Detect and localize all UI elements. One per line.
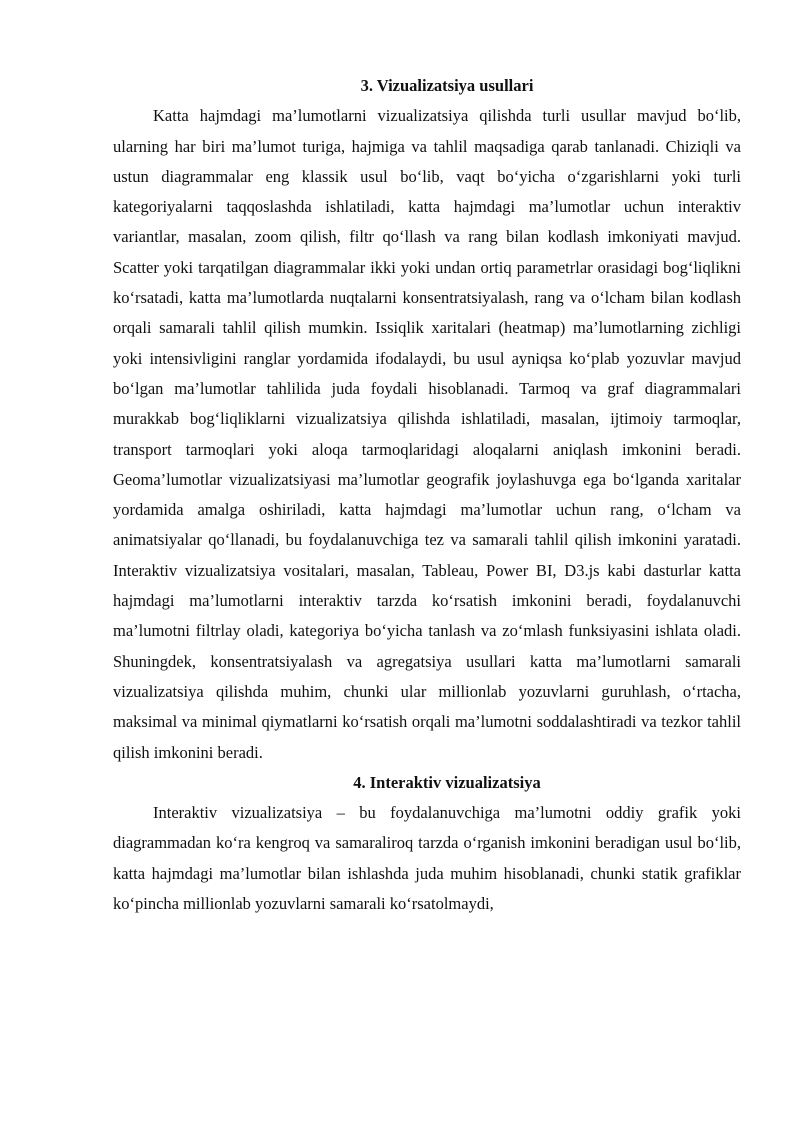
section-paragraph-interactive-visualization: Interaktiv vizualizatsiya – bu foydalanuvchiga ma’lumotni oddiy grafik yoki diagrammadan ko‘ra kengroq va samaraliroq tarzda o‘rganish imkonini beradigan usul bo‘lib, katta hajmdagi ma’lumotlar bilan ishlashda juda muhim hisoblanadi, chunki statik grafiklar ko‘pincha millionlab yozuvlarni samarali ko‘rsatolmaydi, bbox=[113, 803, 741, 914]
section-heading-interactive-visualization: 4. Interaktiv vizualizatsiya bbox=[353, 772, 541, 792]
page-content bbox=[113, 71, 741, 919]
section-paragraph-visualization-methods: Katta hajmdagi ma’lumotlarni vizualizatsiya qilishda turli usullar mavjud bo‘lib, ularning har biri ma’lumot turiga, hajmiga va tahlil maqsadiga qarab tanlanadi. Chiziqli va ustun diagrammalar eng klassik usul bo‘lib, vaqt bo‘yicha o‘zgarishlarni yoki turli kategoriyalarni taqqoslashda ishlatiladi, katta hajmdagi ma’lumotlar uchun interaktiv variantlar, masalan, zoom qilish, filtr qo‘llash va rang bilan kodlash imkoniyati mavjud. Scatter yoki tarqatilgan diagrammalar ikki yoki undan ortiq parametrlar orasidagi bog‘liqlikni ko‘rsatadi, katta ma’lumotlarda nuqtalarni konsentratsiyalash, rang va o‘lcham bilan kodlash orqali samarali tahlil qilish mumkin. Issiqlik xaritalari (heatmap) ma’lumotlarning zichligi yoki intensivligini ranglar yordamida ifodalaydi, bu usul ayniqsa ko‘plab yozuvlar mavjud bo‘lgan ma’lumotlar tahlilida juda foydali hisoblanadi. Tarmoq va graf diagrammalari murakkab bog‘liqliklarni vizualizatsiya qilishda ishlatiladi, masalan, ijtimoiy tarmoqlar, transport tarmoqlari yoki aloqa tarmoqlaridagi aloqalarni aniqlash imkonini beradi. Geoma’lumotlar vizualizatsiyasi ma’lumotlar geografik joylashuvga ega bo‘lganda xaritalar yordamida amalga oshiriladi, katta hajmdagi ma’lumotlar uchun rang, o‘lcham va animatsiyalar qo‘llanadi, bu foydalanuvchiga tez va samarali tahlil qilish imkonini yaratadi. Interaktiv vizualizatsiya vositalari, masalan, Tableau, Power BI, D3.js kabi dasturlar katta hajmdagi ma’lumotlarni interaktiv tarzda ko‘rsatish imkonini beradi, foydalanuvchi ma’lumotni filtrlay oladi, kategoriya bo‘yicha tanlash va zo‘mlash funksiyasini ishlata oladi. Shuningdek, konsentratsiyalash va agregatsiya usullari katta ma’lumotlarni samarali vizualizatsiya qilishda muhim, chunki ular millionlab yozuvlarni guruhlash, o‘rtacha, maksimal va minimal qiymatlarni ko‘rsatish orqali ma’lumotni soddalashtiradi va tezkor tahlil qilish imkonini beradi. bbox=[113, 106, 741, 762]
section-heading-visualization-methods: 3. Vizualizatsiya usullari bbox=[360, 76, 534, 95]
